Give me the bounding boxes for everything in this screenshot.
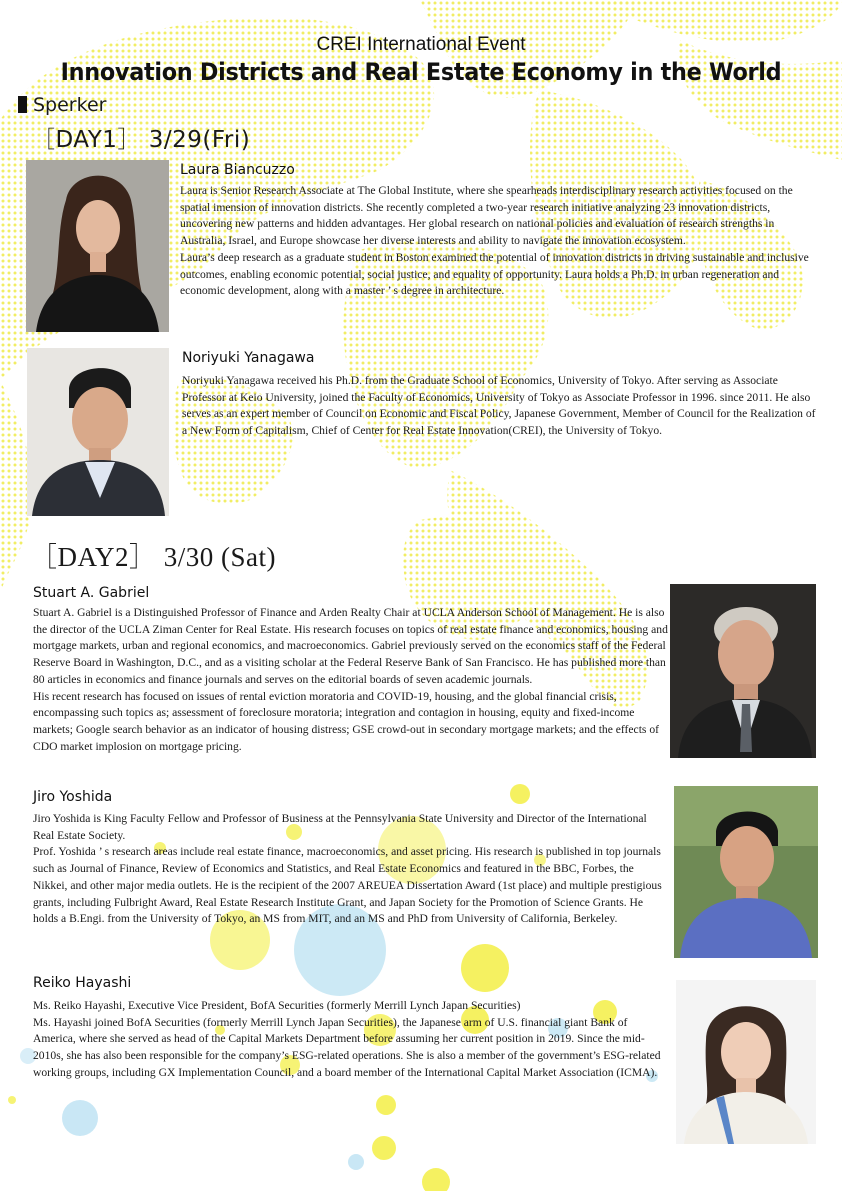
bio-paragraph: Ms. Hayashi joined BofA Securities (formerly Merrill Lynch Japan Securities), the Japanese arm of U.S. financial giant Bank of America, where she served as head of the Capital Markets Department before assuming her current position in 2019. Since the mid-2010s, she has also been responsible for the company’s ESG-related operations. She is also a member of the government’s ESG-related working groups, including GX Implementation Council, and a board member of the International Capital Market Association (ICMA). — [33, 1015, 661, 1079]
day2-heading: ［DAY2］ 3/30 (Sat) — [30, 542, 277, 572]
speaker-name: Jiro Yoshida — [33, 789, 113, 805]
bio-paragraph: His recent research has focused on issues of rental eviction moratoria and COVID-19, housing, and the global financial crisis, encompassing such topics as; assessment of foreclosure moratoria; integration and contagion in housing, equity and fixed-income markets; Google search behavior as an indicator of housing distress; GSE crowd-out in secondary mortgage markets; and the effects of CDO market implosion on mortgage pricing. — [33, 689, 659, 753]
bio-paragraph: Ms. Reiko Hayashi, Executive Vice President, BofA Securities (formerly Merrill Lynch Japan Securities) — [33, 999, 521, 1012]
day1-heading: ［DAY1］ 3/29(Fri) — [32, 127, 251, 153]
speaker-bio — [33, 605, 669, 755]
speaker-name: Stuart A. Gabriel — [33, 585, 150, 601]
bio-paragraph: Noriyuki Yanagawa received his Ph.D. from the Graduate School of Economics, University of Tokyo. After serving as Associate Professor at Keio University, joined the Faculty of Economics, University of Tokyo as Associate Professor in 1996. since 2011. He also serves as an expert member of Council on Economic and Fiscal Policy, Japanese Government, Member of Council for the Realization of a New Form of Capitalism, Chief of Center for Real Estate Innovation(CREI), the University of Tokyo. — [182, 374, 816, 438]
speaker-bio — [182, 373, 818, 440]
section-label — [18, 94, 106, 116]
speaker-photo-reiko-hayashi — [676, 980, 816, 1144]
square-bullet-icon — [18, 96, 27, 113]
bio-paragraph: Prof. Yoshida ’ s research areas include real estate finance, macroeconomics, and asset pricing. His research is published in top journals such as Journal of Finance, Review of Economics and Statistics, and Real Estate Economics and featured in the BBC, Forbes, the Nikkei, and other major media outlets. He is the recipient of the 2007 AREUEA Dissertation Award (1st place) and multiple prestigious grants, including Fulbright Award, Real Estate Research Institute Grant, and Japan Society for the Promotion of Science Grants. He holds a B.Engi. from the University of Tokyo, an MS from MIT, and an MS and PhD from University of California, Berkeley. — [33, 845, 662, 926]
speaker-name: Reiko Hayashi — [33, 975, 132, 991]
event-label: CREI International Event — [316, 34, 526, 55]
speaker-bio — [180, 183, 820, 300]
speaker-name: Noriyuki Yanagawa — [182, 350, 315, 366]
section-label-text: Sperker — [33, 94, 107, 116]
speaker-photo-noriyuki-yanagawa — [27, 348, 169, 516]
speaker-name: Laura Biancuzzo — [180, 162, 295, 178]
speaker-photo-stuart-gabriel — [670, 584, 816, 758]
bio-paragraph: Jiro Yoshida is King Faculty Fellow and Professor of Business at the Pennsylvania State University and Director of the International Real Estate Society. — [33, 812, 647, 842]
speaker-photo-jiro-yoshida — [674, 786, 818, 958]
bio-paragraph: Laura is Senior Research Associate at The Global Institute, where she spearheads interdisciplinary research activities focused on the spatial imension of innovation districts. She recently completed a two-year research initiative analyzing 23 innovation districts, uncovering new patterns and hidden advantages. Her global research on national policies and evaluation of research strengths in Australia, Israel, and Europe showcase her diverse interests and ability to navigate the innovation ecosystem. — [180, 184, 793, 248]
page-title: Innovation Districts and Real Estate Economy in the World — [60, 58, 782, 86]
bio-paragraph: Stuart A. Gabriel is a Distinguished Professor of Finance and Arden Realty Chair at UCLA Anderson School of Management. He is also the director of the UCLA Ziman Center for Real Estate. His research focuses on topics of real estate finance and economics, housing and mortgage markets, urban and regional economics, and macroeconomics. Gabriel previously served on the economics staff of the Federal Reserve Board in Washington, D.C., and as a visiting scholar at the Federal Reserve Bank of San Francisco. He has published more than 80 articles in economics and finance journals and serves on the editorial boards of seven academic journals. — [33, 606, 668, 686]
speaker-bio — [33, 811, 669, 928]
speaker-photo-laura-biancuzzo — [26, 160, 169, 332]
speaker-bio — [33, 998, 669, 1082]
bio-paragraph: Laura’s deep research as a graduate student in Boston examined the potential of innovation districts in driving sustainable and inclusive outcomes, enabling economic potential, social justice, and equality of opportunity. Laura holds a Ph.D. in urban regeneration and economic development, along with a master ’ s degree in architecture. — [180, 250, 809, 298]
